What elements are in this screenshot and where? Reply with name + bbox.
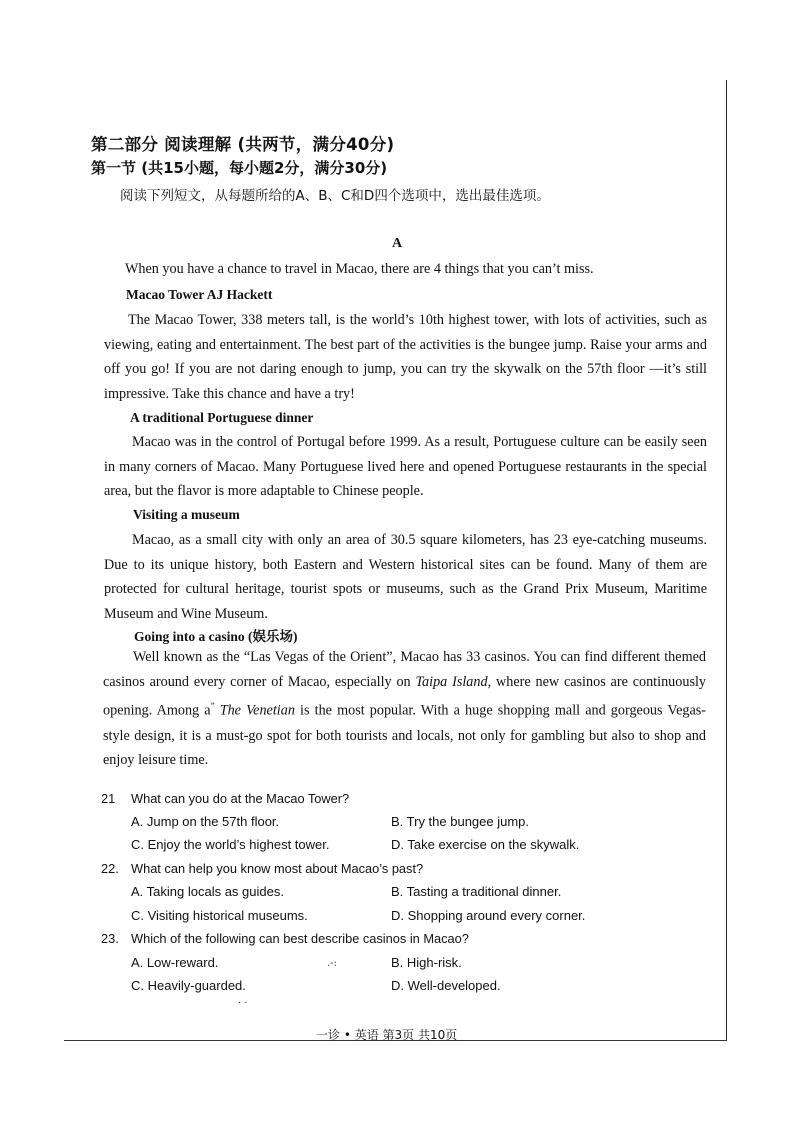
section-heading-tower: Macao Tower AJ Hackett bbox=[126, 287, 273, 302]
section-title: 第一节 (共15小题，每小题2分，满分30分) bbox=[91, 159, 388, 177]
casino-text-part3: is the most popular. With a huge shopping mall and gorgeous Vegas-style design, it is a must-go spot for both tourists and locals, not only for gambling but also to shop and enjoy leisure time. bbox=[103, 702, 706, 769]
question-stem-22: What can help you know most about Macao’s past? bbox=[131, 861, 424, 876]
question-number-23: 23. bbox=[101, 931, 119, 946]
casino-italic-venetian: The Venetian bbox=[219, 702, 295, 719]
option-23-d: D. Well-developed. bbox=[391, 978, 501, 993]
option-21-d: D. Take exercise on the skywalk. bbox=[391, 837, 580, 852]
question-number-22: 22. bbox=[101, 861, 119, 876]
instructions: 阅读下列短文，从每题所给的A、B、C和D四个选项中，选出最佳选项。 bbox=[120, 188, 550, 204]
section-text-dinner: Macao was in the control of Portugal before 1999. As a result, Portuguese culture can be easily seen in many corners of Macao. Many Portuguese lived here and opened Portuguese restaurants in the special area, but the flavor is more adaptable to Chinese people. bbox=[104, 434, 707, 500]
section-text-museum: Macao, as a small city with only an area of 30.5 square kilometers, has 23 eye-catching museums. Due to its unique history, both Eastern and Western historical sites can be found. Many of them are protected for cultural heritage, tourist spots or museums, such as the Grand Prix Museum, Maritime Museum and Wine Museum. bbox=[104, 532, 707, 622]
question-stem-21: What can you do at the Macao Tower? bbox=[131, 791, 350, 806]
option-23-c: C. Heavily-guarded. bbox=[131, 978, 246, 993]
section-heading-casino: Going into a casino (娱乐场) bbox=[134, 629, 298, 644]
option-23-a: A. Low-reward. bbox=[131, 955, 219, 970]
option-22-d: D. Shopping around every corner. bbox=[391, 908, 586, 923]
option-22-b: B. Tasting a traditional dinner. bbox=[391, 884, 562, 899]
section-text-tower: The Macao Tower, 338 meters tall, is the world’s 10th highest tower, with lots of activities, such as viewing, eating and entertainment. The best part of the activities is the bungee jump. Raise your arms and off you go! If you are not daring enough to jump, you can try the skywalk on the 57th floor —it’s still impressive. Take this chance and have a try! bbox=[104, 312, 707, 402]
question-number-21: 21 bbox=[101, 791, 116, 806]
part-title: 第二部分 阅读理解 (共两节，满分40分) bbox=[91, 135, 395, 154]
print-mark: ” bbox=[210, 701, 215, 712]
option-21-a: A. Jump on the 57th floor. bbox=[131, 814, 280, 829]
section-text-casino bbox=[103, 645, 706, 773]
casino-text-part2: , where new casinos are continuously opening. Among a bbox=[103, 673, 706, 719]
section-heading-dinner: A traditional Portuguese dinner bbox=[130, 410, 314, 425]
right-margin-rule bbox=[726, 80, 727, 1040]
page-footer: 一诊 • 英语 第3页 共10页 bbox=[316, 1028, 458, 1042]
option-23-b: B. High-risk. bbox=[391, 955, 462, 970]
casino-text-part1: Well known as the “Las Vegas of the Orient”, Macao has 33 casinos. You can find different themed casinos around every corner of Macao, especially on bbox=[103, 649, 706, 690]
option-21-c: C. Enjoy the world’s highest tower. bbox=[131, 837, 330, 852]
option-21-b: B. Try the bungee jump. bbox=[391, 814, 530, 829]
passage-label: A bbox=[392, 236, 403, 251]
option-22-a: A. Taking locals as guides. bbox=[131, 884, 284, 899]
print-speck: .-: bbox=[327, 958, 337, 969]
question-stem-23: Which of the following can best describe casinos in Macao? bbox=[131, 931, 469, 946]
option-22-c: C. Visiting historical museums. bbox=[131, 908, 308, 923]
print-speck: · · bbox=[238, 998, 248, 1009]
section-heading-museum: Visiting a museum bbox=[133, 507, 240, 522]
passage-intro: When you have a chance to travel in Macao, there are 4 things that you can’t miss. bbox=[125, 261, 594, 277]
casino-italic-taipa: Taipa Island bbox=[415, 673, 488, 690]
